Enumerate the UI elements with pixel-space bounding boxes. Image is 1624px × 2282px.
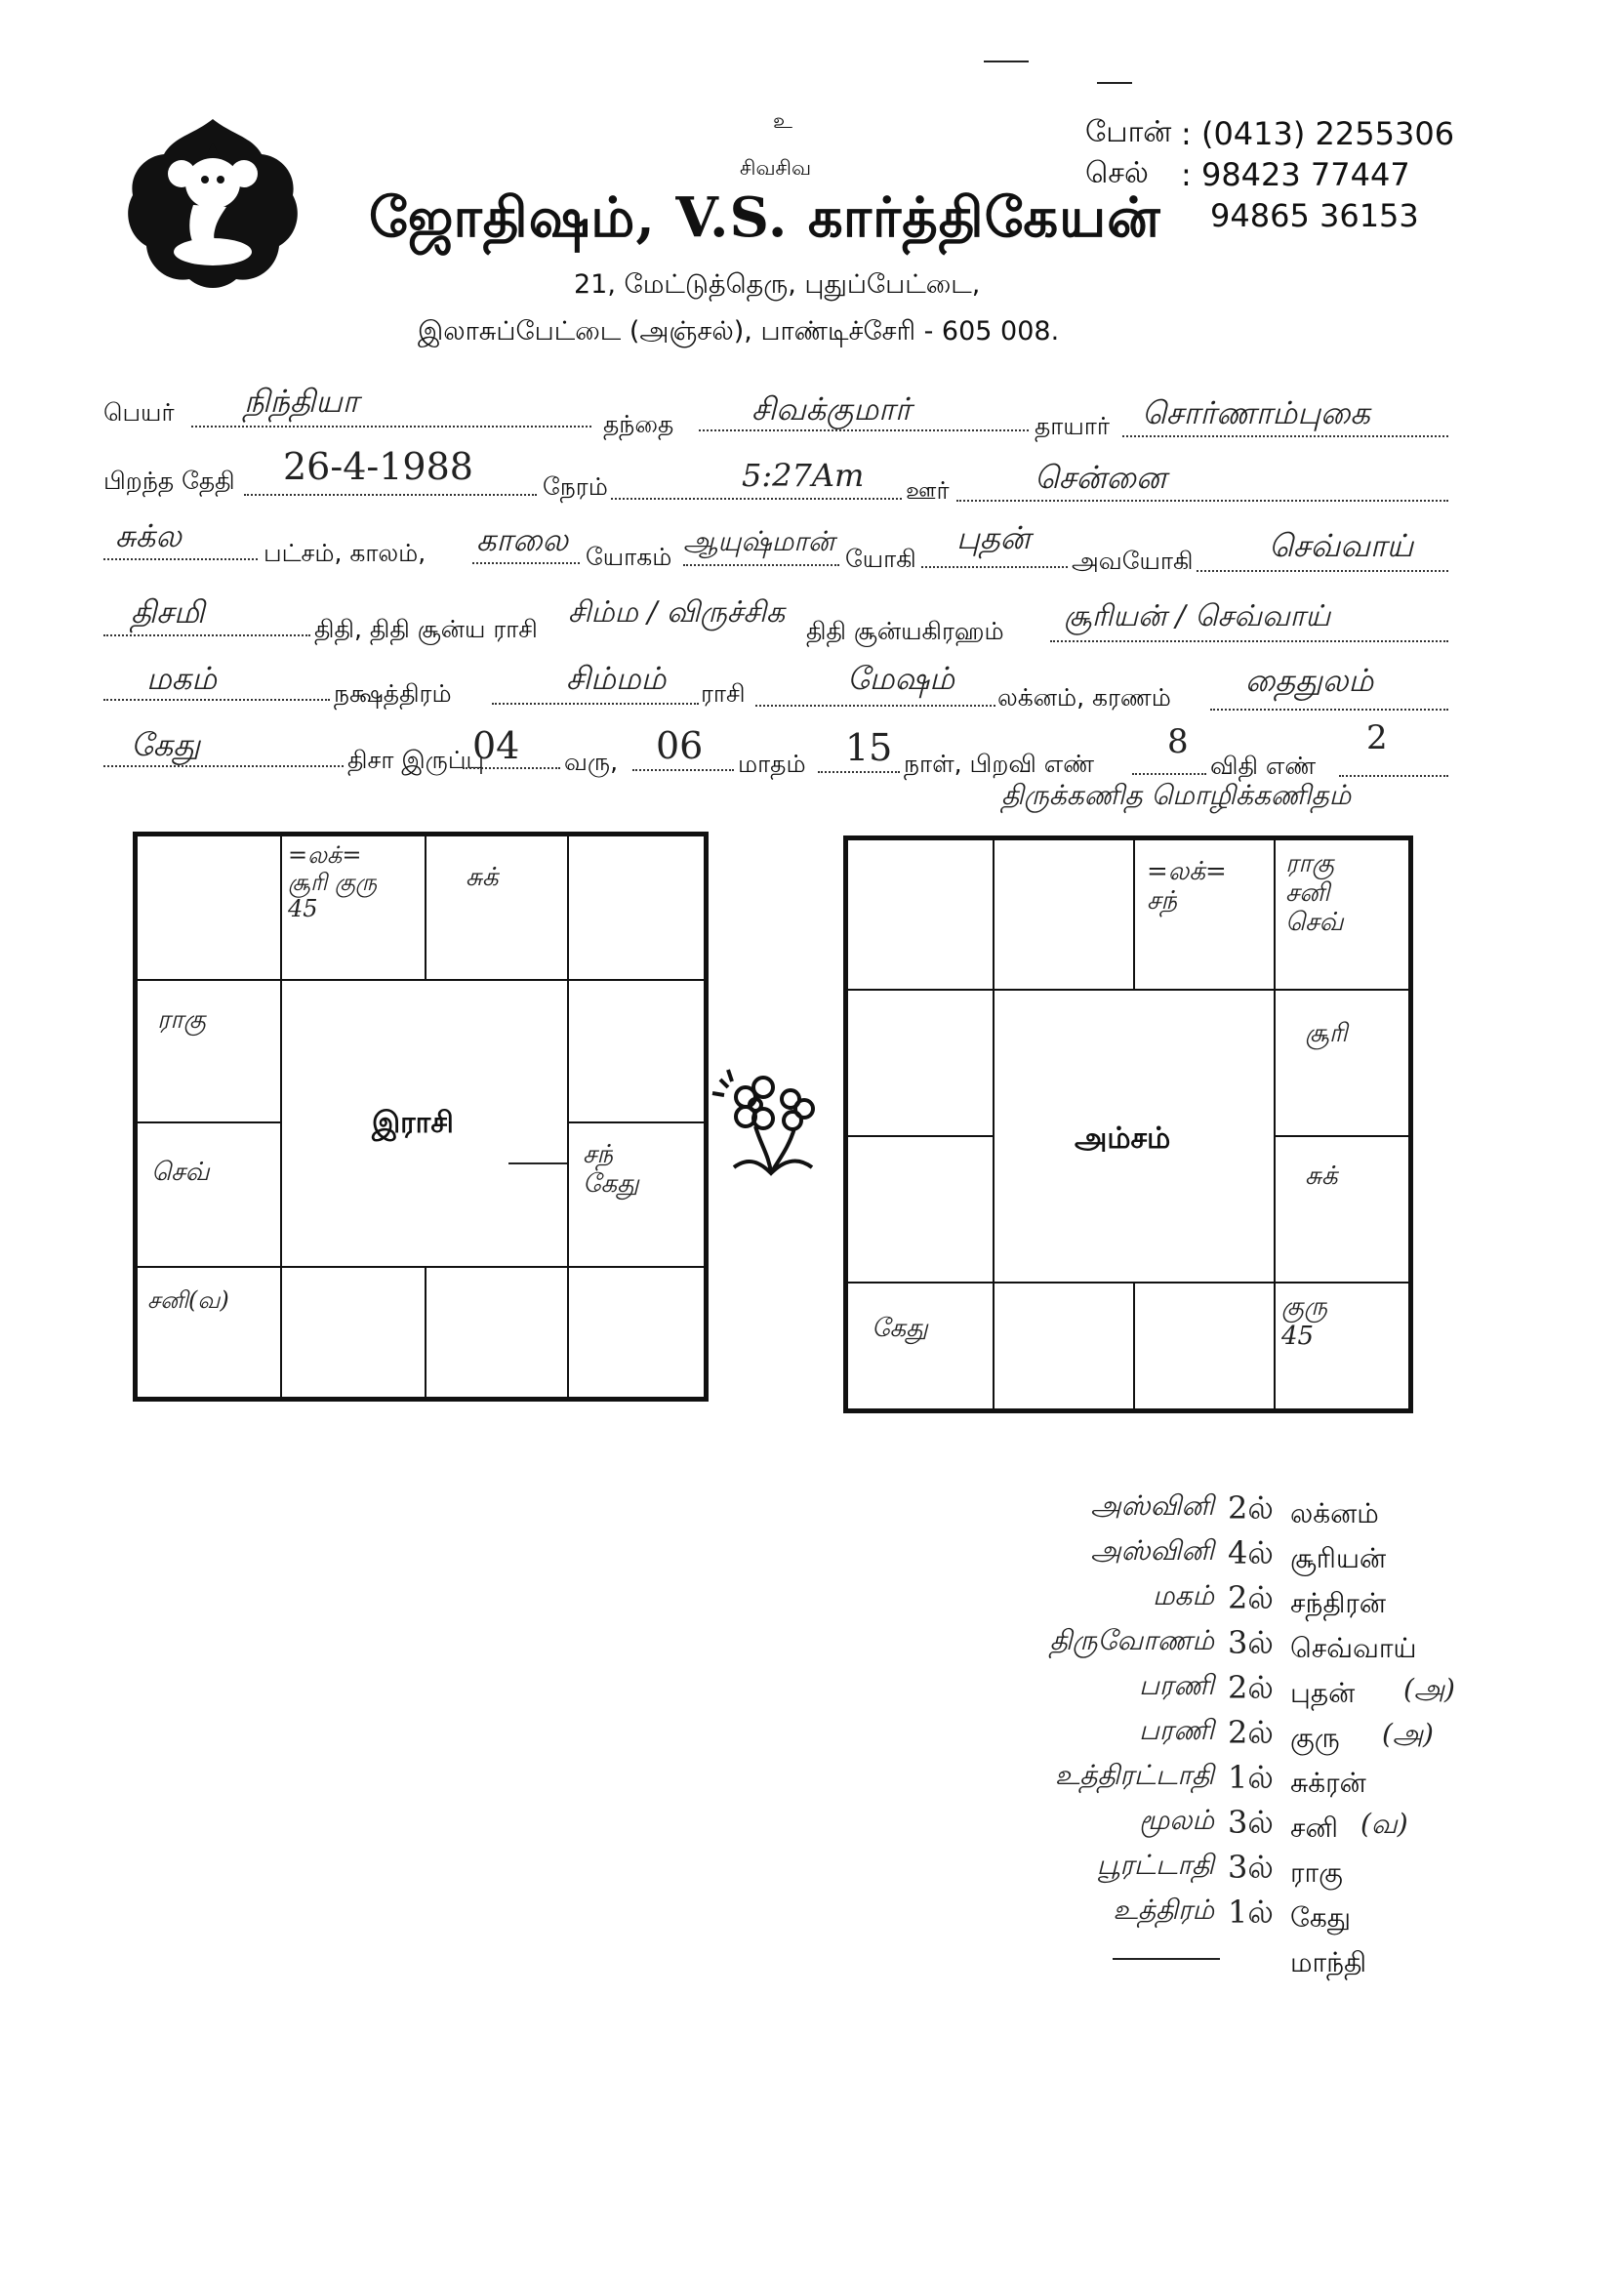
- rasi-house-r0c1: [280, 835, 426, 981]
- amsam-house-r3c3: [1274, 1282, 1410, 1410]
- rasi-house-r0c3: [567, 835, 706, 981]
- amsam-house-r2c3: [1274, 1135, 1410, 1284]
- piravi-value: 8: [1167, 722, 1189, 761]
- sunya-graham-label: திதி சூன்யகிரஹம்: [806, 617, 1004, 645]
- rasi-line: [492, 703, 699, 705]
- yogam-value: ஆயுஷ்மான்: [683, 525, 835, 557]
- dasa-years: 04: [472, 724, 520, 767]
- karanam-value: தைதுலம்: [1245, 662, 1374, 699]
- planet-name: சந்திரன்: [1290, 1587, 1387, 1619]
- planet-pada: 1ல்: [1228, 1759, 1274, 1796]
- rasi-house-r3c3: [567, 1266, 706, 1399]
- planet-nakshatra: திருவோணம்: [1049, 1624, 1214, 1656]
- avayogi-label: அவயோகி: [1072, 547, 1194, 575]
- amsam-house-r3c0: [846, 1282, 995, 1410]
- rasi-house-r0c0: [136, 835, 282, 981]
- planet-nakshatra: பரணி: [1139, 1714, 1214, 1746]
- planet-pada: 2ல்: [1228, 1669, 1274, 1706]
- amsam-house-text: குரு 45: [1281, 1292, 1328, 1351]
- planet-pada: 4ல்: [1228, 1534, 1274, 1571]
- dasa-years-line: [463, 767, 560, 769]
- amsam-house-r3c2: [1133, 1282, 1276, 1410]
- sunya-graham-line: [1050, 640, 1448, 642]
- vidhi-value: 2: [1366, 718, 1388, 757]
- dasa-days-line: [818, 771, 900, 773]
- lagnam-label: லக்னம், கரணம்: [997, 683, 1171, 712]
- father-label: தந்தை: [603, 410, 674, 438]
- name-line: [191, 426, 591, 428]
- dasa-days: 15: [845, 726, 893, 769]
- thithi-label: திதி, திதி சூன்ய ராசி: [314, 615, 538, 643]
- rasi-house-r1c0: [136, 979, 282, 1123]
- planet-name: சனி: [1290, 1812, 1338, 1844]
- planet-pada: 2ல்: [1228, 1579, 1274, 1616]
- father-value: சிவக்குமார்: [751, 390, 912, 428]
- amsam-chart: [843, 835, 1413, 1413]
- address-line-1: 21, மேட்டுத்தெரு, புதுப்பேட்டை,: [574, 269, 981, 300]
- amsam-house-r3c1: [993, 1282, 1135, 1410]
- vidhi-line: [1339, 775, 1448, 777]
- planet-name: குரு: [1290, 1722, 1340, 1754]
- planet-name: ராகு: [1290, 1856, 1343, 1889]
- dasa-label: திசா இருப்பு: [347, 746, 485, 774]
- name-value: நிந்தியா: [244, 383, 359, 420]
- planet-nakshatra: பூரட்டாதி: [1096, 1849, 1214, 1881]
- dob-line: [244, 494, 537, 496]
- amsam-center: [993, 989, 1276, 1284]
- days-label: நாள், பிறவி எண்: [904, 750, 1095, 778]
- rasi-house-text: ராகு: [157, 1005, 206, 1035]
- amsam-house-r0c0: [846, 838, 995, 991]
- dob-label: பிறந்த தேதி: [103, 467, 235, 495]
- planet-pada: 3ல்: [1228, 1624, 1274, 1661]
- time-line: [611, 498, 902, 500]
- yogi-line: [921, 566, 1068, 568]
- amsam-house-r0c2: [1133, 838, 1276, 991]
- cell-number-2: 94865 36153: [1210, 197, 1419, 234]
- rasi-house-r0c2: [425, 835, 569, 981]
- flower-doodle-icon: [707, 1058, 832, 1185]
- nakshatra-value: மகம்: [146, 660, 217, 697]
- planet-suffix: (வ): [1360, 1808, 1408, 1840]
- dasa-months: 06: [656, 724, 704, 767]
- lagnam-value: மேஷம்: [847, 660, 955, 697]
- cell-number-1: : 98423 77447: [1181, 156, 1410, 193]
- nakshatra-label: நக்ஷத்திரம்: [334, 679, 452, 708]
- dasa-value: கேது: [131, 726, 200, 763]
- mother-line: [1122, 435, 1448, 437]
- planet-name: சூரியன்: [1290, 1542, 1387, 1574]
- paksham-value: சுக்ல: [115, 517, 182, 554]
- rasi-value: சிம்மம்: [566, 660, 667, 697]
- planet-name: லக்னம்: [1290, 1497, 1379, 1529]
- phone-label: போன்: [1085, 115, 1172, 149]
- planet-nakshatra: மகம்: [1153, 1579, 1214, 1611]
- thithi-value: திசமி: [131, 593, 205, 631]
- amsam-house-r1c3: [1274, 989, 1410, 1137]
- thithi-line: [103, 634, 310, 636]
- phone-number: : (0413) 2255306: [1181, 115, 1455, 152]
- planet-nakshatra: உத்திரட்டாதி: [1054, 1759, 1214, 1791]
- rasi-house-r2c0: [136, 1121, 282, 1268]
- rasi-house-r3c1: [280, 1266, 426, 1399]
- planet-nakshatra: உத்திரம்: [1113, 1894, 1214, 1926]
- planet-pada: 3ல்: [1228, 1849, 1274, 1886]
- amsam-chart-title: அம்சம்: [1075, 1121, 1171, 1156]
- place-line: [956, 500, 1448, 502]
- karanam-line: [1210, 709, 1448, 711]
- rasi-house-text: செவ்: [151, 1158, 210, 1187]
- address-line-2: இலாசுப்பேட்டை (அஞ்சல்), பாண்டிச்சேரி - 605 008.: [418, 316, 1060, 346]
- rasi-house-text: சனி(வ): [147, 1286, 229, 1314]
- planet-nakshatra: அஸ்வினி: [1090, 1534, 1214, 1567]
- planet-nakshatra: பரணி: [1139, 1669, 1214, 1701]
- dob-value: 26-4-1988: [283, 445, 473, 488]
- planet-name: கேது: [1290, 1901, 1352, 1934]
- vidhi-label: விதி எண்: [1210, 752, 1317, 780]
- om-symbol: உ: [773, 109, 792, 134]
- paksham-label: பட்சம், காலம்,: [264, 539, 426, 567]
- cell-label: செல்: [1085, 156, 1149, 190]
- place-value: சென்னை: [1035, 459, 1166, 496]
- rasi-house-text: சுக்: [466, 863, 499, 892]
- amsam-house-r1c0: [846, 989, 995, 1137]
- varu-label: வரு,: [564, 748, 619, 776]
- sunya-rasi-value: சிம்ம / விருச்சிக: [568, 595, 786, 630]
- nakshatra-line: [103, 699, 330, 701]
- amsam-house-r2c0: [846, 1135, 995, 1284]
- planet-pada: 1ல்: [1228, 1894, 1274, 1931]
- planet-name: செவ்வாய்: [1290, 1632, 1417, 1664]
- yogi-value: புதன்: [956, 519, 1031, 556]
- amsam-house-text: ராகு சனி செவ்: [1285, 849, 1344, 937]
- rasi-house-r3c0: [136, 1266, 282, 1399]
- planet-suffix: (அ): [1403, 1673, 1455, 1705]
- amsam-house-text: சூரி: [1305, 1019, 1348, 1048]
- avayogi-value: செவ்வாய்: [1269, 527, 1414, 564]
- rasi-house-text: =லக்= சூரி குரு 45: [288, 841, 378, 923]
- piravi-line: [1132, 773, 1206, 775]
- ganitham-note: திருக்கணித மொழிக்கணிதம்: [1001, 779, 1352, 811]
- yogi-label: யோகி: [845, 545, 916, 573]
- rasi-house-r2c3: [567, 1121, 706, 1268]
- amsam-house-text: கேது: [872, 1314, 928, 1343]
- planet-pada: 2ல்: [1228, 1489, 1274, 1527]
- planet-nakshatra: மூலம்: [1139, 1804, 1214, 1836]
- dasa-months-line: [632, 769, 734, 771]
- pen-mark: [1097, 82, 1132, 84]
- rasi-chart-title: இராசி: [372, 1106, 454, 1140]
- planet-name: சுக்ரன்: [1290, 1767, 1366, 1799]
- rasi-house-r3c2: [425, 1266, 569, 1399]
- mother-label: தாயார்: [1035, 412, 1110, 440]
- rasi-house-text: சந் கேது: [583, 1140, 639, 1199]
- planet-pada: 2ல்: [1228, 1714, 1274, 1751]
- planet-pada: 3ல்: [1228, 1804, 1274, 1841]
- pen-mark: [1113, 1958, 1220, 1960]
- amsam-house-r0c1: [993, 838, 1135, 991]
- time-label: நேரம்: [543, 472, 608, 501]
- rasi-house-r1c3: [567, 979, 706, 1123]
- rasi-center: [280, 979, 569, 1268]
- kalam-value: காலை: [476, 521, 569, 558]
- name-label: பெயர்: [103, 398, 175, 427]
- pen-mark: [508, 1162, 569, 1164]
- time-value: 5:27Am: [742, 457, 865, 494]
- lagnam-line: [755, 705, 995, 707]
- yogam-label: யோகம்: [586, 543, 672, 571]
- sunya-graham-value: சூரியன் / செவ்வாய்: [1064, 599, 1331, 633]
- planet-nakshatra: அஸ்வினி: [1090, 1489, 1214, 1522]
- pen-mark: [984, 61, 1029, 62]
- amsam-house-text: =லக்= சந்: [1147, 857, 1227, 916]
- page-title: ஜோதிஷம், V.S. கார்த்திகேயன்: [369, 185, 1161, 250]
- planet-name: புதன்: [1290, 1677, 1356, 1709]
- ganesha-logo-icon: [125, 115, 301, 291]
- paksham-line: [103, 558, 258, 560]
- place-label: ஊர்: [906, 476, 950, 505]
- dasa-line: [103, 765, 344, 767]
- rasi-label: ராசி: [701, 679, 746, 708]
- avayogi-line: [1197, 570, 1448, 572]
- sivasiva-text: சிவசிவ: [740, 156, 812, 180]
- planet-suffix: (அ): [1382, 1718, 1434, 1750]
- amsam-house-r0c3: [1274, 838, 1410, 991]
- rasi-chart: [133, 832, 709, 1402]
- mother-value: சொர்ணாம்புகை: [1142, 394, 1370, 431]
- amsam-house-text: சுக்: [1305, 1161, 1338, 1191]
- yogam-line: [683, 564, 839, 566]
- planet-name: மாந்தி: [1290, 1946, 1367, 1978]
- kalam-line: [472, 562, 580, 564]
- month-label: மாதம்: [738, 750, 806, 778]
